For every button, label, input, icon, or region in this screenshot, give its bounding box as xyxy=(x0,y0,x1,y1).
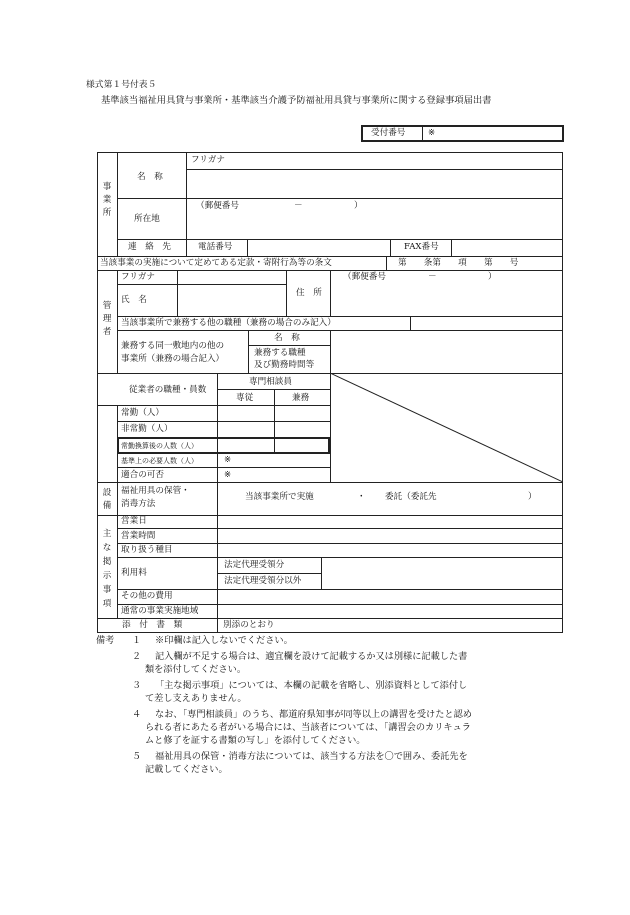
posting-fee-legal-field[interactable] xyxy=(323,559,560,572)
office-phone-label: 電話番号 xyxy=(198,242,233,252)
attachment-value: 別添のとおり xyxy=(223,620,275,630)
equipment-option-separator: ・ xyxy=(357,492,366,502)
staff-compliance-mark: ※ xyxy=(224,470,232,480)
office-name-field[interactable] xyxy=(188,171,560,197)
office-phone-field[interactable] xyxy=(249,240,389,255)
manager-furigana-field[interactable] xyxy=(179,271,285,283)
staff-row-label: 基準上の必要人数（人） xyxy=(121,457,198,465)
remark-number: ４ xyxy=(132,709,142,720)
equipment-in-house-option[interactable]: 当該事業所で実施 xyxy=(245,492,314,502)
remark-number: ５ xyxy=(132,751,142,762)
staff-row-label: 適合の可否 xyxy=(121,470,164,480)
remark-line: 記入欄が不足する場合は、適宜欄を設けて記載するか又は別様に記載した書 xyxy=(155,651,468,662)
staff-required-mark: ※ xyxy=(224,455,232,465)
office-contact-label: 連 絡 先 xyxy=(128,242,171,252)
remarks-head: 備考 xyxy=(96,635,115,646)
posting-business-hours-label: 営業時間 xyxy=(121,531,156,541)
office-fax-label: FAX番号 xyxy=(404,242,439,252)
equipment-label-line1: 福祉用具の保管・ xyxy=(121,486,190,496)
manager-hours-line2: 及び勤務時間等 xyxy=(254,360,315,370)
posting-section-label: 主な掲示事項 xyxy=(102,529,112,609)
office-furigana-label: フリガナ xyxy=(191,155,225,165)
office-postal-close: ） xyxy=(354,201,363,211)
manager-other-office-line1: 兼務する同一敷地内の他の xyxy=(121,341,225,351)
manager-name-label: 氏 名 xyxy=(121,295,147,305)
remark-line: ※印欄は記入しないでください。 xyxy=(155,635,293,646)
staff-not-applicable-diagonal xyxy=(330,373,563,482)
form-number: 様式第１号付表５ xyxy=(86,80,157,90)
equipment-outsource-field[interactable] xyxy=(448,490,526,504)
remark-line: 「主な掲示事項」については、本欄の記載を省略し、別添資料として添付し xyxy=(155,680,468,691)
staff-dedicated-label: 専従 xyxy=(236,393,254,403)
manager-furigana-label: フリガナ xyxy=(121,272,155,282)
articles-fields[interactable]: 第 条第 項 第 号 xyxy=(398,258,519,268)
posting-business-days-label: 営業日 xyxy=(121,516,147,526)
manager-address-field[interactable] xyxy=(332,286,560,315)
staff-row-label: 常勤（人） xyxy=(121,408,164,418)
office-location-label: 所在地 xyxy=(134,214,160,224)
staff-row-label: 非常勤（人） xyxy=(121,424,173,434)
remark-line: られる者にあたる者がいる場合には、当該者については、「講習会のカリキュラ xyxy=(145,722,471,733)
manager-address-label: 住 所 xyxy=(296,288,322,298)
manager-postal-dash: － xyxy=(428,272,437,282)
posting-other-costs-label: その他の費用 xyxy=(121,591,173,601)
remark-line: 類を添付してください。 xyxy=(145,664,247,675)
posting-other-costs-field[interactable] xyxy=(219,591,560,603)
remark-line: て差し支えありません。 xyxy=(145,693,247,704)
posting-business-days-field[interactable] xyxy=(219,516,560,527)
staff-fte-dedicated-field[interactable] xyxy=(219,439,273,452)
remark-number: ３ xyxy=(132,680,142,691)
posting-fee-label: 利用料 xyxy=(121,568,147,578)
posting-fee-other-label: 法定代理受領分以外 xyxy=(224,576,302,586)
staff-fulltime-dedicated-field[interactable] xyxy=(219,406,273,420)
office-address-field[interactable] xyxy=(188,214,560,238)
posting-fee-legal-label: 法定代理受領分 xyxy=(224,560,285,570)
posting-area-label: 通常の事業実施地域 xyxy=(121,606,199,616)
remark-line: なお、「専門相談員」のうち、都道府県知事が同等以上の講習を受けたと認め xyxy=(155,709,472,720)
office-fax-field[interactable] xyxy=(453,240,561,255)
staff-fte-concurrent-field[interactable] xyxy=(276,439,328,452)
office-section-label: 事業所 xyxy=(102,182,112,218)
manager-hours-field[interactable] xyxy=(332,347,560,372)
staff-parttime-concurrent-field[interactable] xyxy=(276,422,329,436)
remark-line: 福祉用具の保管・消毒方法については、該当する方法を〇で囲み、委託先を xyxy=(155,751,468,762)
manager-other-job-label: 当該事業所で兼務する他の職種（兼務の場合のみ記入） xyxy=(121,318,336,328)
manager-postal-label: （郵便番号 xyxy=(343,272,386,282)
receipt-number-label: 受付番号 xyxy=(371,128,406,138)
receipt-number-field xyxy=(440,127,560,140)
equipment-outsource-close: ） xyxy=(528,492,537,502)
manager-hours-line1: 兼務する職種 xyxy=(254,348,306,358)
equipment-outsource-option[interactable]: 委託（委託先 xyxy=(385,492,437,502)
posting-business-hours-field[interactable] xyxy=(219,530,560,542)
remark-number: １ xyxy=(132,635,142,646)
posting-fee-other-field[interactable] xyxy=(323,575,560,588)
remark-number: ２ xyxy=(132,651,142,662)
staff-parttime-dedicated-field[interactable] xyxy=(219,422,273,436)
manager-section-label: 管理者 xyxy=(102,301,112,337)
staff-concurrent-label: 兼務 xyxy=(292,393,310,403)
equipment-section-label: 設備 xyxy=(102,488,112,511)
manager-postal-close: ） xyxy=(488,272,497,282)
staff-row-label: 常勤換算後の人数（人） xyxy=(121,442,198,450)
posting-items-label: 取り扱う種目 xyxy=(121,545,173,555)
posting-items-field[interactable] xyxy=(219,545,560,556)
receipt-number-mark: ※ xyxy=(428,128,436,138)
staff-fulltime-concurrent-field[interactable] xyxy=(276,406,329,420)
staff-consultant-label: 専門相談員 xyxy=(249,377,292,387)
remark-line: ムと修了を証する書類の写し」を添付してください。 xyxy=(145,735,366,746)
attachment-label: 添 付 書 類 xyxy=(122,620,183,630)
manager-other-office-line2: 事業所（兼務の場合記入） xyxy=(121,354,225,364)
office-postal-label: （郵便番号 xyxy=(196,201,239,211)
equipment-label-line2: 消毒方法 xyxy=(121,499,156,509)
form-title: 基準該当福祉用具貸与事業所・基準該当介護予防福祉用具貸与事業所に関する登録事項届出書 xyxy=(101,95,492,106)
manager-other-office-name-field[interactable] xyxy=(332,331,560,344)
office-postal-dash: － xyxy=(294,201,303,211)
manager-name-field[interactable] xyxy=(179,286,285,315)
articles-label: 当該事業の実施について定めてある定款・寄附行為等の条文 xyxy=(100,258,332,268)
manager-other-office-name-label: 名 称 xyxy=(274,333,300,343)
office-furigana-field[interactable] xyxy=(240,153,560,168)
staff-header-label: 従業者の職種・員数 xyxy=(129,385,207,395)
remark-line: 記載してください。 xyxy=(145,764,228,775)
posting-area-field[interactable] xyxy=(219,606,560,617)
manager-other-job-field[interactable] xyxy=(412,317,560,329)
office-name-label: 名 称 xyxy=(137,172,163,182)
